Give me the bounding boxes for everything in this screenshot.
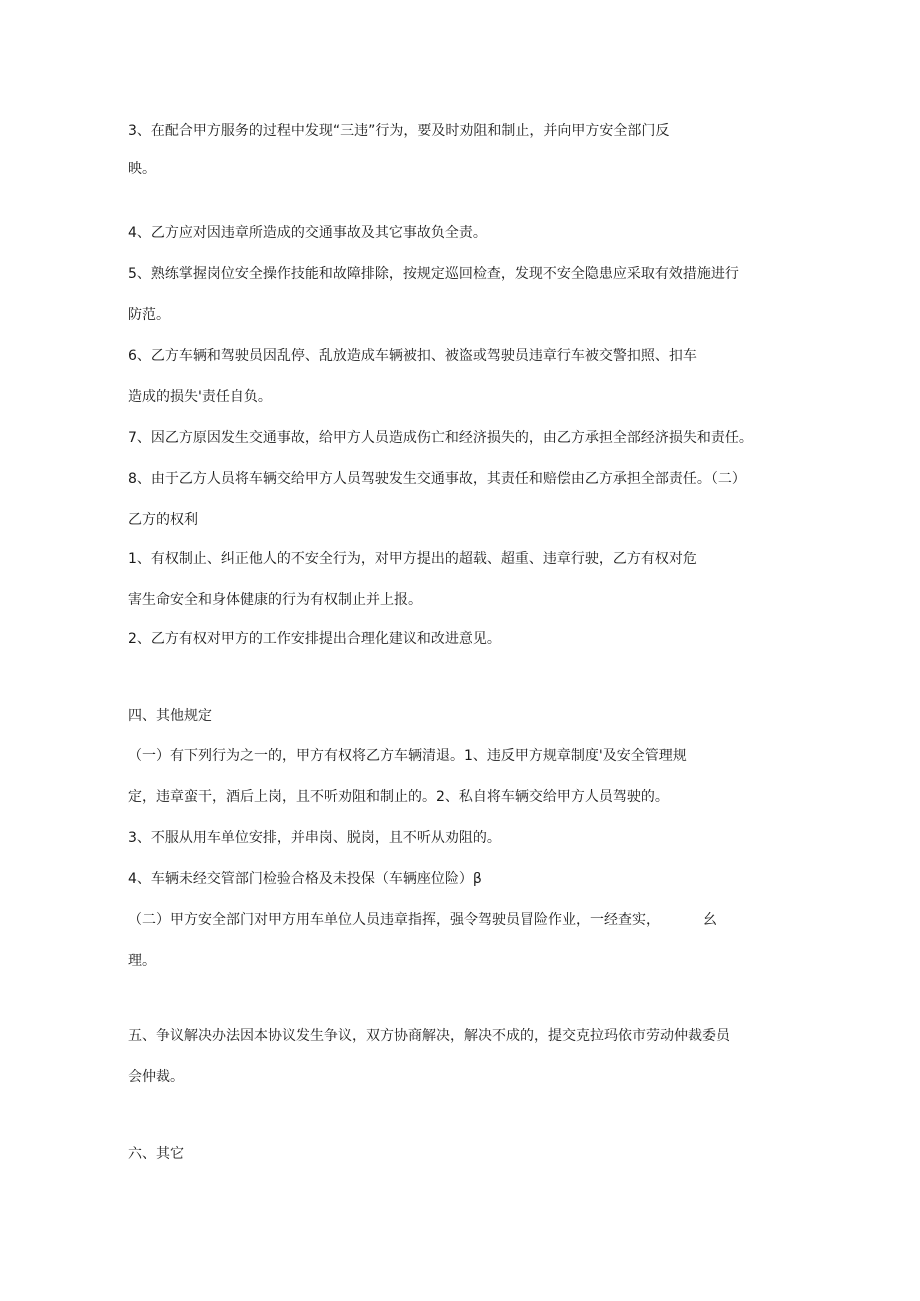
text-line-right1: 1、有权制止、纠正他人的不安全行为，对甲方提出的超载、超重、违章行驶，乙方有权对危 (128, 551, 697, 567)
section-heading-misc: 六、其它 (128, 1146, 184, 1162)
section-heading-other-rules: 四、其他规定 (128, 708, 212, 724)
text-line-rule-2: （二）甲方安全部门对甲方用车单位人员违章指挥，强令驾驶员冒险作业，一经查实， (128, 912, 660, 928)
section-heading-yifang-rights: 乙方的权利 (128, 512, 198, 528)
text-line-item6: 6、乙方车辆和驾驶员因乱停、乱放造成车辆被扣、被盗或驾驶员违章行车被交警扣照、扣车 (128, 348, 697, 364)
text-line-item5: 5、熟练掌握岗位安全操作技能和故障排除，按规定巡回检查，发现不安全隐患应采取有效措施进行 (128, 266, 739, 282)
text-line-rule-2-cont: 理。 (128, 953, 156, 969)
text-line-item3-cont: 映。 (128, 161, 156, 177)
text-line-rule1-cont: 定，违章蛮干，酒后上岗，且不听劝阻和制止的。2、私自将车辆交给甲方人员驾驶的。 (128, 789, 669, 805)
text-line-dispute-cont: 会仲裁。 (128, 1069, 184, 1085)
text-line-rule4: 4、车辆未经交管部门检验合格及未投保（车辆座位险）β (128, 871, 482, 887)
text-line-right1-cont: 害生命安全和身体健康的行为有权制止并上报。 (128, 592, 422, 608)
section-heading-dispute: 五、争议解决办法因本协议发生争议，双方协商解决，解决不成的，提交克拉玛依市劳动仲裁委员 (128, 1028, 730, 1044)
text-line-item6-cont: 造成的损失'责任自负。 (128, 389, 272, 405)
text-line-rule1: （一）有下列行为之一的，甲方有权将乙方车辆清退。1、违反甲方规章制度'及安全管理规 (128, 748, 687, 764)
text-line-item5-cont: 防范。 (128, 307, 170, 323)
text-line-item4: 4、乙方应对因违章所造成的交通事故及其它事故负全责。 (128, 225, 487, 241)
text-line-item8: 8、由于乙方人员将车辆交给甲方人员驾驶发生交通事故，其责任和赔偿由乙方承担全部责任。（二） (128, 471, 746, 487)
text-line-right2: 2、乙方有权对甲方的工作安排提出合理化建议和改进意见。 (128, 631, 501, 647)
text-line-rule3: 3、不服从用车单位安排，并串岗、脱岗，且不听从劝阻的。 (128, 830, 501, 846)
text-line-item7: 7、因乙方原因发生交通事故，给甲方人员造成伤亡和经济损失的，由乙方承担全部经济损失和责任。 (128, 430, 753, 446)
text-line-item3: 3、在配合甲方服务的过程中发现“三违”行为，要及时劝阻和制止，并向甲方安全部门反 (128, 123, 670, 139)
stray-character: 幺 (703, 912, 717, 928)
